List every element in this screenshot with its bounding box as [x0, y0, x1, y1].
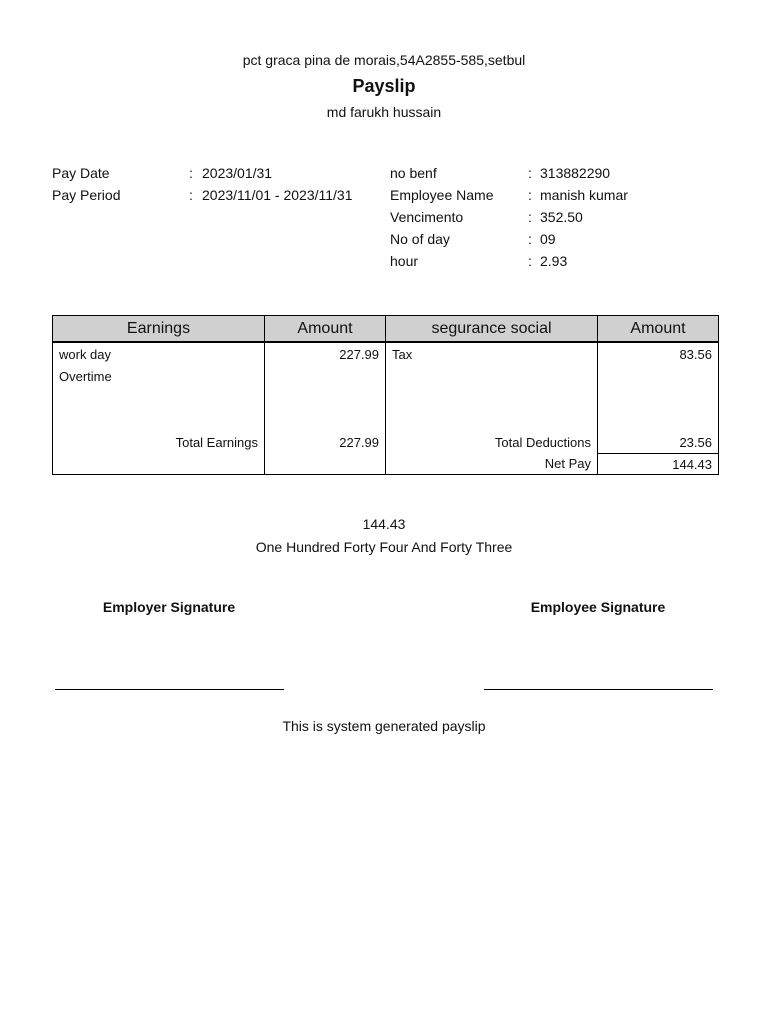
info-row-hour [390, 251, 720, 271]
net-pay-label: Net Pay [386, 454, 598, 475]
earning-amount: 227.99 [265, 342, 386, 365]
total-earnings-label: Total Earnings [53, 431, 265, 454]
employer-signature-label: Employer Signature [102, 599, 236, 615]
header-earnings: Earnings [53, 316, 265, 343]
info-value: 313882290 [540, 165, 611, 181]
info-row-pay-date [52, 163, 382, 183]
deduction-label [386, 409, 598, 431]
earning-amount [265, 387, 386, 409]
header-amount: Amount [598, 316, 719, 343]
table-row [53, 365, 719, 387]
info-row-vencimento [390, 207, 720, 227]
deduction-amount [598, 387, 719, 409]
earnings-deductions-table [52, 315, 719, 475]
deduction-amount [598, 409, 719, 431]
net-pay-figure: 144.43 [362, 516, 406, 532]
deduction-label [386, 365, 598, 387]
earning-label [53, 387, 265, 409]
info-value: 09 [540, 231, 556, 247]
info-row-no-of-day [390, 229, 720, 249]
footer-note: This is system generated payslip [282, 718, 486, 734]
info-value: 352.50 [540, 209, 583, 225]
info-value: 2023/01/31 [202, 165, 273, 181]
deduction-label [386, 387, 598, 409]
info-separator: : [528, 209, 532, 225]
info-row-employee-name [390, 185, 720, 205]
net-pay-amount: 144.43 [598, 454, 719, 475]
info-separator: : [189, 165, 193, 181]
info-row-no-benf [390, 163, 720, 183]
total-earnings-amount: 227.99 [265, 431, 386, 454]
info-row-pay-period [52, 185, 382, 205]
info-label: Vencimento [390, 209, 464, 225]
net-pay-in-words: One Hundred Forty Four And Forty Three [255, 539, 513, 555]
table-row-net-pay [53, 454, 719, 475]
company-address: pct graca pina de morais,54A2855-585,setbul [242, 52, 526, 68]
table-row [53, 387, 719, 409]
info-separator: : [528, 165, 532, 181]
empty-cell [265, 454, 386, 475]
table-header-row [53, 316, 719, 343]
payslip-title: Payslip [352, 76, 416, 96]
deduction-label: Tax [386, 342, 598, 365]
table-row-totals [53, 431, 719, 454]
header-segurance-social: segurance social [386, 316, 598, 343]
empty-cell [53, 454, 265, 475]
info-label: hour [390, 253, 419, 269]
total-deductions-label: Total Deductions [386, 431, 598, 454]
employer-name: md farukh hussain [326, 104, 442, 120]
earning-amount [265, 365, 386, 387]
table-row [53, 342, 719, 365]
info-separator: : [189, 187, 193, 203]
earning-label: work day [53, 342, 265, 365]
deduction-amount [598, 365, 719, 387]
info-label: Pay Date [52, 165, 110, 181]
info-value: manish kumar [540, 187, 628, 203]
info-label: No of day [390, 231, 450, 247]
info-label: Employee Name [390, 187, 494, 203]
employee-signature-label: Employee Signature [530, 599, 666, 615]
table-row [53, 409, 719, 431]
info-separator: : [528, 187, 532, 203]
info-value: 2023/11/01 - 2023/11/31 [202, 187, 353, 203]
earning-label: Overtime [53, 365, 265, 387]
header-amount: Amount [265, 316, 386, 343]
info-separator: : [528, 231, 532, 247]
info-separator: : [528, 253, 532, 269]
total-deductions-amount: 23.56 [598, 431, 719, 454]
info-label: no benf [390, 165, 437, 181]
info-label: Pay Period [52, 187, 121, 203]
earning-amount [265, 409, 386, 431]
employer-signature-line [55, 689, 284, 690]
employee-signature-line [484, 689, 713, 690]
deduction-amount: 83.56 [598, 342, 719, 365]
earning-label [53, 409, 265, 431]
info-value: 2.93 [540, 253, 568, 269]
